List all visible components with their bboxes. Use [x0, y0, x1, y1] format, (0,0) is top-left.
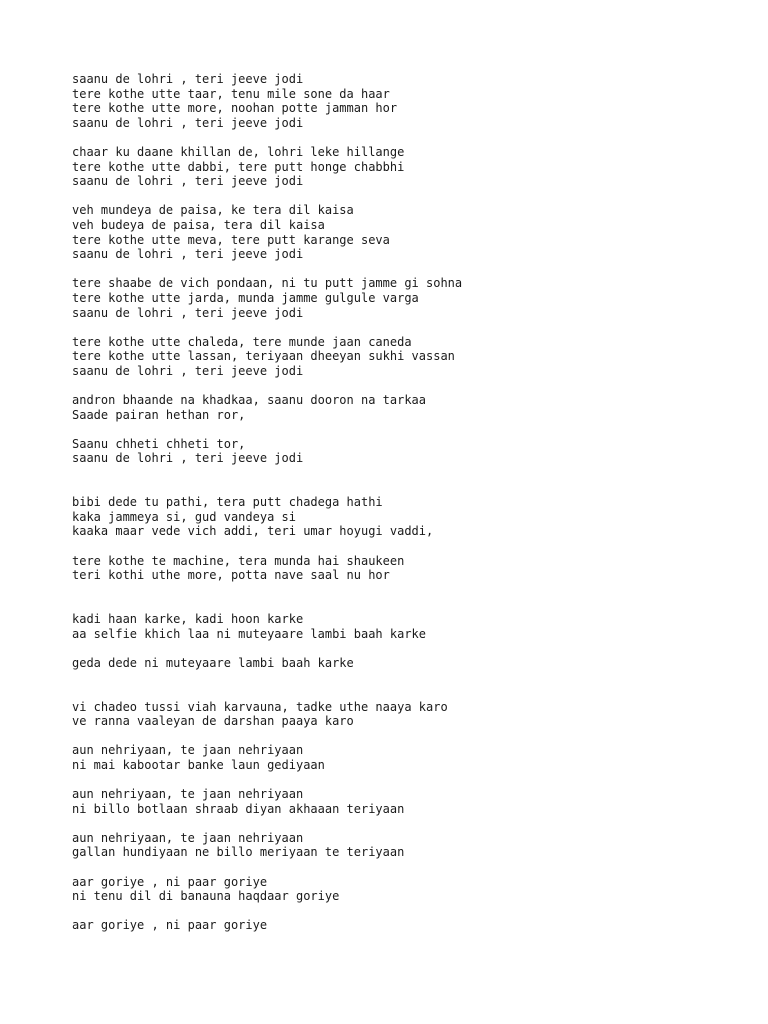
lyric-line: saanu de lohri , teri jeeve jodi: [72, 451, 304, 466]
lyric-line: kaaka maar vede vich addi, teri umar hoyugi vaddi,: [72, 524, 434, 539]
lyric-line: tere kothe utte more, noohan potte jamman hor: [72, 101, 398, 116]
lyric-line: ni tenu dil di banauna haqdaar goriye: [72, 889, 340, 904]
lyric-line: ve ranna vaaleyan de darshan paaya karo: [72, 714, 354, 729]
lyric-line: ni mai kabootar banke laun gediyaan: [72, 757, 325, 772]
stanza: [72, 145, 752, 189]
lyric-line: tere shaabe de vich pondaan, ni tu putt jamme gi sohna: [72, 276, 463, 291]
lyric-line: aun nehriyaan, te jaan nehriyaan: [72, 830, 304, 845]
stanza-gap: [72, 904, 752, 919]
stanza: [72, 393, 752, 422]
lyric-line: kadi haan karke, kadi hoon karke: [72, 611, 304, 626]
lyric-line: tere kothe utte dabbi, tere putt honge chabbhi: [72, 159, 405, 174]
stanza-gap: [72, 539, 752, 554]
lyrics-text: [72, 72, 752, 933]
lyric-line: Saade pairan hethan ror,: [72, 407, 246, 422]
stanza: [72, 437, 752, 466]
stanza: [72, 787, 752, 816]
stanza: [72, 203, 752, 261]
lyric-line: geda dede ni muteyaare lambi baah karke: [72, 655, 354, 670]
lyric-line: saanu de lohri , teri jeeve jodi: [72, 72, 304, 86]
stanza-gap: [72, 860, 752, 875]
stanza: [72, 656, 752, 671]
lyric-line: saanu de lohri , teri jeeve jodi: [72, 174, 304, 189]
lyric-line: saanu de lohri , teri jeeve jodi: [72, 305, 304, 320]
lyric-line: tere kothe utte chaleda, tere munde jaan caneda: [72, 334, 412, 349]
lyric-line: tere kothe utte meva, tere putt karange seva: [72, 232, 390, 247]
lyric-line: veh mundeya de paisa, ke tera dil kaisa: [72, 203, 354, 218]
stanza-gap: [72, 466, 752, 495]
stanza-gap: [72, 641, 752, 656]
lyric-line: aun nehriyaan, te jaan nehriyaan: [72, 787, 304, 802]
lyric-line: andron bhaande na khadkaa, saanu dooron na tarkaa: [72, 393, 427, 408]
lyric-line: aar goriye , ni paar goriye: [72, 874, 268, 889]
stanza: [72, 72, 752, 130]
stanza: [72, 335, 752, 379]
stanza-gap: [72, 773, 752, 788]
lyric-line: tere kothe utte jarda, munda jamme gulgule varga: [72, 290, 419, 305]
stanza-gap: [72, 378, 752, 393]
lyric-line: bibi dede tu pathi, tera putt chadega hathi: [72, 495, 383, 510]
lyric-line: chaar ku daane khillan de, lohri leke hillange: [72, 144, 405, 159]
stanza-gap: [72, 816, 752, 831]
lyric-line: kaka jammeya si, gud vandeya si: [72, 509, 296, 524]
lyric-line: tere kothe utte lassan, teriyaan dheeyan sukhi vassan: [72, 349, 455, 364]
lyric-line: tere kothe utte taar, tenu mile sone da haar: [72, 86, 390, 101]
lyric-line: saanu de lohri , teri jeeve jodi: [72, 363, 304, 378]
stanza: [72, 743, 752, 772]
lyric-line: ni billo botlaan shraab diyan akhaaan teriyaan: [72, 801, 405, 816]
stanza-gap: [72, 189, 752, 204]
stanza: [72, 612, 752, 641]
lyric-line: aar goriye , ni paar goriye: [72, 918, 268, 933]
stanza: [72, 276, 752, 320]
stanza: [72, 875, 752, 904]
stanza: [72, 495, 752, 539]
lyric-line: Saanu chheti chheti tor,: [72, 436, 246, 451]
lyric-line: teri kothi uthe more, potta nave saal nu hor: [72, 568, 390, 583]
stanza: [72, 700, 752, 729]
lyric-line: saanu de lohri , teri jeeve jodi: [72, 115, 304, 130]
stanza-gap: [72, 262, 752, 277]
stanza-gap: [72, 422, 752, 437]
stanza: [72, 554, 752, 583]
lyric-line: veh budeya de paisa, tera dil kaisa: [72, 217, 325, 232]
stanza: [72, 831, 752, 860]
lyric-line: aun nehriyaan, te jaan nehriyaan: [72, 743, 304, 758]
stanza-gap: [72, 583, 752, 612]
stanza-gap: [72, 729, 752, 744]
stanza-gap: [72, 320, 752, 335]
lyric-line: aa selfie khich laa ni muteyaare lambi baah karke: [72, 626, 427, 641]
lyric-line: saanu de lohri , teri jeeve jodi: [72, 247, 304, 262]
stanza-gap: [72, 670, 752, 699]
stanza: [72, 918, 752, 933]
stanza-gap: [72, 130, 752, 145]
lyric-line: vi chadeo tussi viah karvauna, tadke uthe naaya karo: [72, 699, 448, 714]
lyric-line: tere kothe te machine, tera munda hai shaukeen: [72, 553, 405, 568]
lyric-line: gallan hundiyaan ne billo meriyaan te teriyaan: [72, 845, 405, 860]
